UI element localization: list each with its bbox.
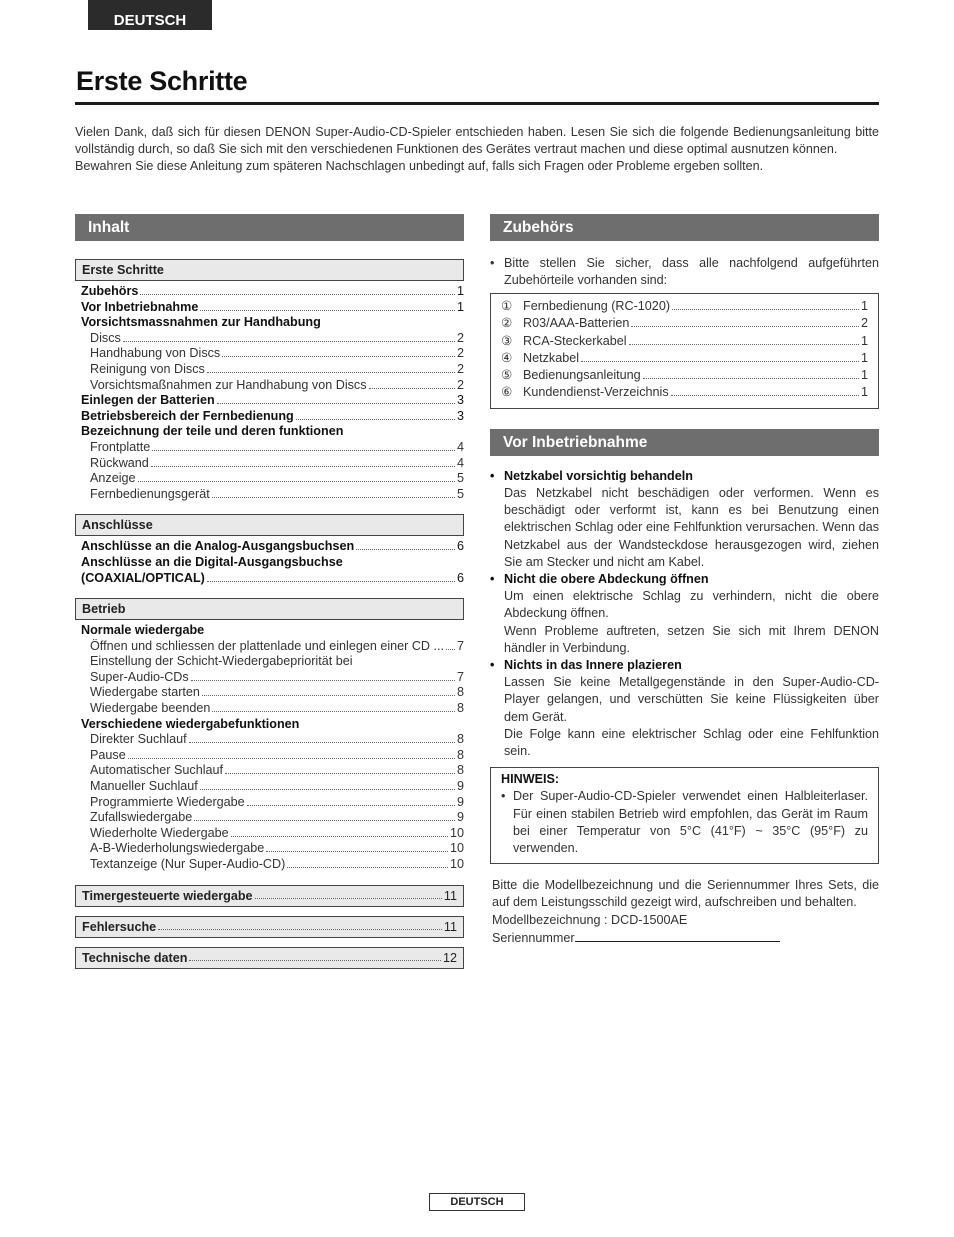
toc-leader-dots <box>202 695 455 696</box>
toc-entry <box>81 810 464 826</box>
accessory-item <box>501 367 868 384</box>
toc-entry-title: Betriebsbereich der Fernbedienung <box>81 408 294 423</box>
intro-text <box>75 124 879 175</box>
toc-heading: Inhalt <box>75 214 464 241</box>
bullet-icon: • <box>490 468 495 483</box>
toc-leader-dots <box>189 960 441 961</box>
toc-leader-dots <box>212 711 455 712</box>
toc-entry-page: 2 <box>456 377 464 392</box>
accessories-list <box>490 293 879 409</box>
bullet-icon: • <box>501 789 506 804</box>
caution-item <box>490 468 879 571</box>
caution-title: Nichts in das Innere plazieren <box>504 658 682 673</box>
toc-group-title: Betrieb <box>75 598 464 620</box>
toc-entry-title: Wiedergabe beenden <box>90 701 211 716</box>
accessory-quantity: 1 <box>860 385 868 400</box>
accessory-leader-dots <box>631 326 859 327</box>
toc-entry-title: Handhabung von Discs <box>90 346 221 361</box>
toc-leader-dots <box>356 549 455 550</box>
toc-leader-dots <box>194 820 455 821</box>
toc-leader-dots <box>212 497 455 498</box>
serial-label: Seriennummer <box>492 930 575 945</box>
toc-entry <box>81 456 464 472</box>
accessory-number: ⑥ <box>501 385 513 400</box>
toc-entry-page: 10 <box>449 857 464 871</box>
bullet-icon: • <box>490 256 495 270</box>
model-name: Modellbezeichnung : DCD-1500AE <box>492 912 688 927</box>
accessory-number: ⑤ <box>501 368 513 383</box>
accessory-quantity: 1 <box>860 333 868 348</box>
toc-entry-title: Anschlüsse an die Digital-Ausgangsbuchse <box>81 554 343 569</box>
toc-entry-page: 6 <box>456 539 464 554</box>
accessory-leader-dots <box>671 395 859 396</box>
toc-entry-title: Super-Audio-CDs <box>90 669 189 684</box>
accessory-name: R03/AAA-Batterien <box>523 316 630 331</box>
toc-entry <box>81 654 464 670</box>
toc-entry-title: Programmierte Wiedergabe <box>90 794 245 809</box>
bullet-icon: • <box>490 658 495 673</box>
toc-entry <box>81 346 464 362</box>
caution-text: Die Folge kann eine elektrischer Schlag oder eine Fehlfunktion sein. <box>504 726 879 759</box>
toc-leader-dots <box>152 450 455 451</box>
toc-entry-page: 9 <box>456 810 464 825</box>
toc-entry <box>81 571 464 587</box>
toc-bars <box>75 885 464 969</box>
toc-leader-dots <box>266 851 448 852</box>
toc-entry-page: 8 <box>456 685 464 700</box>
accessory-number: ② <box>501 316 513 331</box>
toc-entry <box>81 284 464 300</box>
toc-section-page: 11 <box>443 888 457 903</box>
toc-group-title: Erste Schritte <box>75 259 464 281</box>
note-heading: HINWEIS: <box>501 772 560 787</box>
toc-entry-page: 7 <box>456 669 464 684</box>
toc-entry <box>81 555 464 571</box>
toc-entry-title: Vorsichtsmassnahmen zur Handhabung <box>81 315 321 330</box>
toc-leader-dots <box>296 419 455 420</box>
toc-leader-dots <box>217 403 455 404</box>
toc-entry-page: 6 <box>456 570 464 585</box>
toc-entry-page: 4 <box>456 455 464 470</box>
toc-entry-title: Direkter Suchlauf <box>90 732 187 747</box>
toc-leader-dots <box>128 758 455 759</box>
toc-entry-title: Fernbedienungsgerät <box>90 486 210 501</box>
toc-entry-title: Discs <box>90 330 121 345</box>
toc-entry-page: 1 <box>456 284 464 298</box>
page-title: Erste Schritte <box>76 66 248 96</box>
toc-entry-title: Zufallswiedergabe <box>90 810 193 825</box>
note-text: Der Super-Audio-CD-Spieler verwendet einen Halbleiterlaser. Für einen stabilen Betrieb wird empfohlen, das Gerät im Raum bei einer Temperatur von 5°C (41°F) ~ 35°C (95°F) zu verwenden. <box>513 789 868 856</box>
toc-entry <box>81 685 464 701</box>
toc-entry-title: Bezeichnung der teile und deren funktionen <box>81 424 344 439</box>
toc-entry-page: 5 <box>456 486 464 501</box>
toc-groups <box>75 259 464 873</box>
accessories-heading: Zubehörs <box>490 214 879 241</box>
toc-entry-page: 8 <box>456 763 464 778</box>
toc-leader-dots <box>222 356 455 357</box>
toc-leader-dots <box>189 742 455 743</box>
toc-leader-dots <box>138 481 455 482</box>
accessory-item <box>501 298 868 315</box>
accessories-intro <box>490 255 879 289</box>
toc-entry <box>81 732 464 748</box>
bullet-icon: • <box>490 572 495 586</box>
toc-entry-page: 5 <box>456 471 464 486</box>
toc-entry-title: Manueller Suchlauf <box>90 779 198 794</box>
toc-entry <box>81 487 464 503</box>
accessory-leader-dots <box>672 309 859 310</box>
toc-leader-dots <box>140 294 455 295</box>
toc-entry <box>81 857 464 873</box>
language-tab: DEUTSCH <box>88 0 212 30</box>
toc-entry-title: (COAXIAL/OPTICAL) <box>81 570 205 585</box>
toc-leader-dots <box>446 649 455 650</box>
toc-entry <box>81 440 464 456</box>
toc-entry-title: Normale wiedergabe <box>81 623 205 638</box>
toc-entry-title: Anzeige <box>90 471 136 486</box>
accessory-leader-dots <box>581 361 859 362</box>
toc-entry <box>81 717 464 733</box>
toc-leader-dots <box>207 581 455 582</box>
toc-entry-page: 8 <box>456 701 464 716</box>
intro-paragraph: Vielen Dank, daß sich für diesen DENON Super-Audio-CD-Spieler entschieden haben. Lesen Sie sich die folgende Bedienungsanleitung bitte vollständig durch, so daß Sie sich mit den verschiedenen Funktionen des Gerätes vertraut machen und diese optimal ausnutzen können. <box>75 125 879 156</box>
accessories-intro-text: Bitte stellen Sie sicher, dass alle nachfolgend aufgeführten Zubehörteile vorhanden sind: <box>504 256 879 287</box>
toc-entry-title: Zubehörs <box>81 284 139 298</box>
toc-section-bar <box>75 885 464 907</box>
toc-entry-title: Vor Inbetriebnahme <box>81 299 199 314</box>
toc-leader-dots <box>191 680 455 681</box>
toc-entry <box>81 300 464 316</box>
caution-item <box>490 571 879 657</box>
info-column <box>490 214 879 947</box>
accessory-name: Fernbedienung (RC-1020) <box>523 299 671 313</box>
toc-entry-page: 2 <box>456 330 464 345</box>
toc-entry-page: 1 <box>456 299 464 314</box>
toc-section-title: Fehlersuche <box>82 919 157 934</box>
accessory-leader-dots <box>643 378 859 379</box>
toc-leader-dots <box>287 867 448 868</box>
intro-paragraph: Bewahren Sie diese Anleitung zum späteren Nachschlagen unbedingt auf, falls sich Fragen oder Probleme ergeben sollten. <box>75 159 764 173</box>
toc-leader-dots <box>247 805 455 806</box>
toc-entry-title: Frontplatte <box>90 439 151 454</box>
toc-entry-page: 3 <box>456 393 464 408</box>
toc-section-page: 12 <box>442 950 457 965</box>
toc-entry <box>81 826 464 842</box>
toc-entry-page: 4 <box>456 439 464 454</box>
toc-leader-dots <box>123 341 455 342</box>
toc-section-bar <box>75 947 464 969</box>
model-info <box>490 877 879 947</box>
accessory-item <box>501 350 868 367</box>
toc-entry <box>81 748 464 764</box>
accessory-item <box>501 315 868 332</box>
accessory-number: ③ <box>501 333 513 348</box>
toc-entry-page: 8 <box>456 732 464 747</box>
toc-entry <box>81 378 464 394</box>
toc-entry-page: 3 <box>456 408 464 423</box>
toc-entry <box>81 409 464 425</box>
toc-entry-page: 2 <box>456 346 464 361</box>
accessory-number: ④ <box>501 350 513 365</box>
accessory-name: Bedienungsanleitung <box>523 368 641 383</box>
toc-entry <box>81 471 464 487</box>
toc-leader-dots <box>207 372 455 373</box>
toc-entry <box>81 795 464 811</box>
toc-entry <box>81 639 464 655</box>
caution-text: Um einen elektrische Schlag zu verhindern, nicht die obere Abdeckung öffnen. <box>504 589 879 621</box>
toc-entry-page: 9 <box>456 794 464 809</box>
toc-entry <box>81 315 464 331</box>
toc-entry <box>81 670 464 686</box>
toc-column <box>75 214 464 969</box>
accessory-quantity: 1 <box>860 350 868 365</box>
accessory-item <box>501 384 868 401</box>
toc-entry-page: 10 <box>449 825 464 840</box>
toc-leader-dots <box>369 388 455 389</box>
before-use-heading: Vor Inbetriebnahme <box>490 429 879 456</box>
toc-entry-title: Vorsichtsmaßnahmen zur Handhabung von Discs <box>90 377 367 392</box>
toc-entry-title: Reinigung von Discs <box>90 361 205 376</box>
caution-text: Das Netzkabel nicht beschädigen oder verformen. Wenn es beschädigt oder verformt ist, kann es bei Benutzung einen elektrischen Schlag oder eine Fehlfunktion verursachen. Wenn das Netzkabel aus der Wandsteckdose herausgezogen wird, ziehen Sie am Stecker und nicht am Kabel. <box>504 485 879 569</box>
title-rule <box>75 102 879 105</box>
serial-number-line <box>575 929 780 942</box>
toc-entry-title: Pause <box>90 747 126 762</box>
toc-entry-page: 7 <box>456 638 464 653</box>
toc-leader-dots <box>231 836 448 837</box>
toc-entry <box>81 539 464 555</box>
toc-entry-title: Einlegen der Batterien <box>81 393 215 408</box>
accessory-quantity: 1 <box>860 368 868 383</box>
toc-group <box>75 598 464 873</box>
model-instructions: Bitte die Modellbezeichnung und die Seriennummer Ihres Sets, die auf dem Leistungsschild gezeigt wird, aufschreiben und behalten. <box>492 878 879 910</box>
note-box <box>490 767 879 864</box>
toc-entry-title: A-B-Wiederholungswiedergabe <box>90 841 265 856</box>
toc-entry-title: Wiedergabe starten <box>90 685 200 700</box>
toc-entry-page: 9 <box>456 779 464 794</box>
toc-entry <box>81 841 464 857</box>
accessory-leader-dots <box>629 344 859 345</box>
caution-text: Wenn Probleme auftreten, setzen Sie sich mit Ihrem DENON händler in Verbindung. <box>504 623 879 655</box>
caution-title: Nicht die obere Abdeckung öffnen <box>504 572 709 586</box>
toc-entry <box>81 623 464 639</box>
caution-title: Netzkabel vorsichtig behandeln <box>504 468 693 483</box>
caution-text: Lassen Sie keine Metallgegenstände in den Super-Audio-CD-Player gelangen, und verschütten Sie keine Flüssigkeiten über dem Gerät. <box>504 675 879 724</box>
accessory-name: Kundendienst-Verzeichnis <box>523 385 669 400</box>
toc-entry <box>81 424 464 440</box>
toc-entry <box>81 701 464 717</box>
toc-section-bar <box>75 916 464 938</box>
toc-entry-title: Verschiedene wiedergabefunktionen <box>81 716 300 731</box>
accessory-name: Netzkabel <box>523 350 580 365</box>
toc-entry <box>81 393 464 409</box>
caution-item <box>490 657 879 760</box>
accessory-number: ① <box>501 299 513 313</box>
toc-group <box>75 259 464 502</box>
toc-leader-dots <box>225 773 455 774</box>
accessory-item <box>501 333 868 350</box>
toc-section-title: Technische daten <box>82 950 188 965</box>
toc-leader-dots <box>158 929 442 930</box>
footer-language-label: DEUTSCH <box>429 1193 525 1211</box>
toc-entry-page: 2 <box>456 361 464 376</box>
toc-section-title: Timergesteuerte wiedergabe <box>82 888 253 903</box>
toc-entry-title: Einstellung der Schicht-Wiedergabepriorität bei <box>90 654 353 669</box>
accessory-quantity: 2 <box>860 316 868 331</box>
toc-entry <box>81 779 464 795</box>
toc-leader-dots <box>200 310 455 311</box>
toc-leader-dots <box>255 898 442 899</box>
accessory-quantity: 1 <box>860 299 868 313</box>
toc-entry <box>81 362 464 378</box>
toc-group-title: Anschlüsse <box>75 514 464 536</box>
toc-entry-page: 8 <box>456 747 464 762</box>
toc-entry <box>81 763 464 779</box>
toc-entry-title: Öffnen und schliessen der plattenlade und einlegen einer CD ... <box>90 638 445 653</box>
accessory-name: RCA-Steckerkabel <box>523 333 627 348</box>
toc-entry-title: Textanzeige (Nur Super-Audio-CD) <box>90 857 286 871</box>
toc-entry-page: 10 <box>449 841 464 856</box>
toc-entry-title: Wiederholte Wiedergabe <box>90 825 229 840</box>
toc-leader-dots <box>151 466 455 467</box>
toc-section-page: 11 <box>443 919 457 934</box>
toc-leader-dots <box>200 789 455 790</box>
toc-entry-title: Automatischer Suchlauf <box>90 763 224 778</box>
toc-group <box>75 514 464 586</box>
toc-entry-title: Rückwand <box>90 455 149 470</box>
before-use-list <box>490 468 879 760</box>
toc-entry-title: Anschlüsse an die Analog-Ausgangsbuchsen <box>81 539 355 554</box>
toc-entry <box>81 331 464 347</box>
